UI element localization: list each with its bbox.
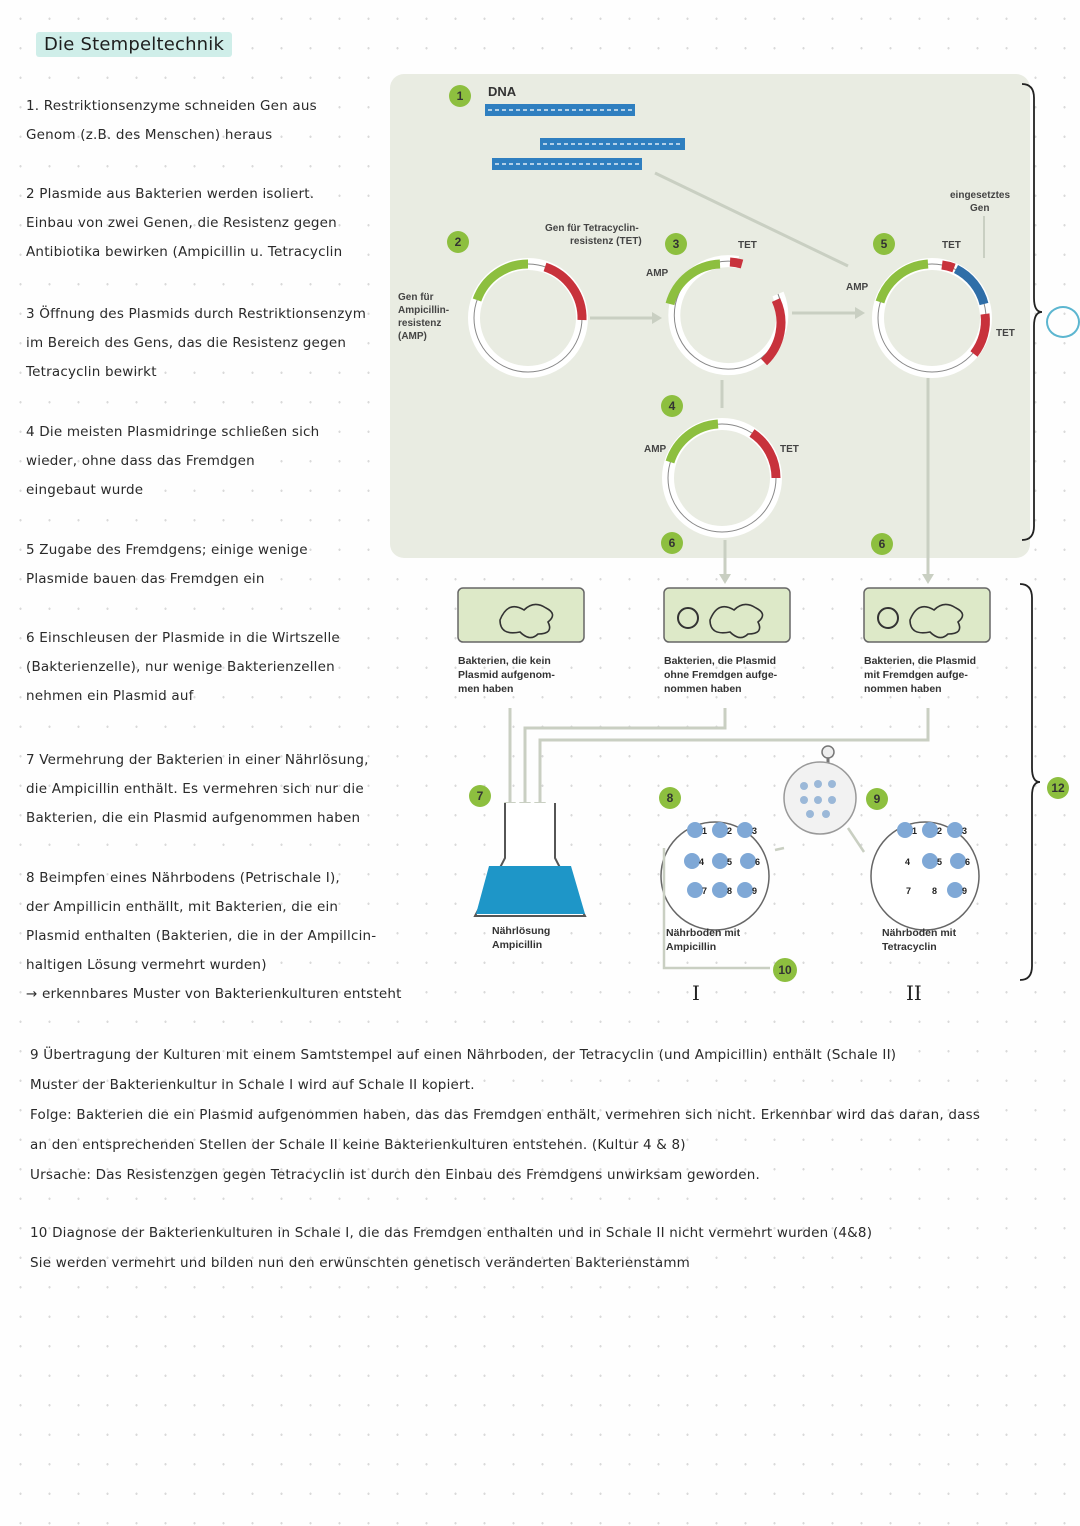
step-2 — [26, 180, 396, 267]
tet-label: TET — [996, 328, 1015, 339]
step-line: Plasmide bauen das Fremdgen ein — [26, 571, 265, 587]
step-5 — [26, 536, 396, 594]
svg-text:5: 5 — [880, 237, 888, 251]
dna-label: DNA — [488, 84, 517, 99]
svg-text:1: 1 — [702, 826, 708, 836]
caption-no-plasmid: Bakterien, die kein — [458, 655, 551, 667]
svg-text:12: 12 — [1051, 781, 1065, 795]
step-line: 8 Beimpfen eines Nährbodens (Petrischale I), — [26, 870, 340, 886]
page-title: Die Stempeltechnik — [36, 32, 232, 57]
svg-text:4: 4 — [668, 399, 676, 413]
svg-text:7: 7 — [476, 789, 484, 803]
step-line: im Bereich des Gens, das die Resistenz gegen — [26, 335, 347, 351]
svg-text:8: 8 — [727, 886, 733, 896]
step-line: Muster der Bakterienkultur in Schale I wird auf Schale II kopiert. — [30, 1077, 475, 1093]
svg-text:6: 6 — [878, 537, 886, 551]
arrow-head — [922, 574, 934, 584]
caption-plasmid-with: mit Fremdgen aufge- — [864, 669, 968, 681]
side-label-12 — [1047, 777, 1069, 799]
svg-text:6: 6 — [965, 857, 971, 867]
svg-text:3: 3 — [962, 826, 968, 836]
step-line: 6 Einschleusen der Plasmide in die Wirtszelle — [26, 630, 340, 646]
step-line: 3 Öffnung des Plasmids durch Restriktionsenzym — [26, 306, 367, 322]
arrow-head — [719, 574, 731, 584]
step-line: die Ampicillin enthält. Es vermehren sich nur die — [26, 781, 364, 797]
tet-label: TET — [738, 240, 757, 251]
bacteria-box-plasmid-with-gene — [864, 588, 990, 642]
step-line: Bakterien, die ein Plasmid aufgenommen haben — [26, 810, 361, 826]
caption-plasmid-without: Bakterien, die Plasmid — [664, 655, 777, 667]
svg-text:4: 4 — [699, 857, 705, 867]
svg-text:8: 8 — [666, 791, 674, 805]
svg-text:1: 1 — [912, 826, 918, 836]
svg-text:2: 2 — [727, 826, 733, 836]
step-line: nehmen ein Plasmid auf — [26, 688, 194, 704]
transfer-lines — [510, 708, 928, 806]
caption-plasmid-with: Bakterien, die Plasmid — [864, 655, 977, 667]
stamp-technique-diagram — [380, 68, 1070, 1018]
bacteria-box-plasmid-without-gene — [664, 588, 790, 642]
gen-tet-label: Gen für Tetracyclin- — [545, 223, 639, 234]
stamp-icon — [784, 746, 856, 834]
gen-amp-label: (AMP) — [398, 331, 427, 342]
step-line: Einbau von zwei Genen, die Resistenz gegen — [26, 215, 337, 231]
svg-text:6: 6 — [755, 857, 761, 867]
svg-text:3: 3 — [672, 237, 680, 251]
bacteria-box-no-plasmid — [458, 588, 584, 642]
svg-text:6: 6 — [668, 536, 676, 550]
step-line: 10 Diagnose der Bakterienkulturen in Schale I, die das Fremdgen enthalten und in Schale II nicht vermehrt wurden (4&8) — [30, 1225, 873, 1241]
caption-flask: Nährlösung — [492, 925, 551, 937]
step-line: 7 Vermehrung der Bakterien in einer Nährlösung, — [26, 752, 369, 768]
step-10 — [30, 1218, 1070, 1278]
svg-text:4: 4 — [905, 857, 911, 867]
step-line: eingebaut wurde — [26, 482, 144, 498]
gen-amp-label: Gen für — [398, 292, 434, 303]
petri-dish-tetracyclin — [871, 822, 979, 930]
inserted-gene-label: Gen — [970, 203, 990, 214]
svg-text:9: 9 — [962, 886, 968, 896]
caption-plate1: Nährboden mit — [666, 927, 741, 939]
step-line: der Ampillicin enthällt, mit Bakterien, die ein — [26, 899, 339, 915]
step-line: Ursache: Das Resistenzgen gegen Tetracyclin ist durch den Einbau des Fremdgens unwirksam geworden. — [30, 1167, 760, 1183]
diagram-panel — [390, 74, 1030, 558]
amp-label: AMP — [846, 282, 869, 293]
step-line: haltigen Lösung vermehrt wurden) — [26, 957, 267, 973]
bracket-bottom — [1020, 584, 1040, 980]
step-line: 4 Die meisten Plasmidringe schließen sich — [26, 424, 320, 440]
arrow — [848, 828, 864, 852]
caption-plate1: Ampicillin — [666, 941, 717, 953]
step-line: Plasmid enthalten (Bakterien, die in der Ampillcin- — [26, 928, 377, 944]
step-1 — [26, 92, 396, 150]
caption-plasmid-without: ohne Fremdgen aufge- — [664, 669, 778, 681]
amp-label: AMP — [644, 444, 667, 455]
caption-no-plasmid: men haben — [458, 683, 514, 695]
step-line: 5 Zugabe des Fremdgens; einige wenige — [26, 542, 308, 558]
svg-text:5: 5 — [727, 857, 733, 867]
petri-dish-ampicillin — [661, 822, 769, 930]
plate-1-roman: I — [692, 981, 700, 1005]
arrow — [775, 848, 784, 850]
caption-plate2: Tetracyclin — [882, 941, 937, 953]
svg-text:9: 9 — [752, 886, 758, 896]
svg-text:5: 5 — [937, 857, 943, 867]
step-line: Sie werden vermehrt und bilden nun den erwünschten genetisch veränderten Bakterienstamm — [30, 1255, 691, 1271]
step-line: → erkennbares Muster von Bakterienkulturen entsteht — [26, 986, 402, 1002]
step-6 — [26, 624, 396, 711]
step-line: wieder, ohne dass das Fremdgen — [26, 453, 255, 469]
step-line: Antibiotika bewirken (Ampicillin u. Tetracyclin — [26, 244, 343, 260]
caption-no-plasmid: Plasmid aufgenom- — [458, 669, 555, 681]
step-line: Tetracyclin bewirkt — [26, 364, 157, 380]
step-9 — [30, 1040, 1070, 1190]
step-line: Folge: Bakterien die ein Plasmid aufgenommen haben, das das Fremdgen enthält, vermehren sich nicht. Erkennbar wird das daran, dass — [30, 1107, 981, 1123]
step-4 — [26, 418, 396, 505]
svg-text:7: 7 — [702, 886, 708, 896]
plate-2-roman: II — [906, 981, 922, 1005]
inserted-gene-label: eingesetztes — [950, 190, 1011, 201]
svg-text:2: 2 — [937, 826, 943, 836]
caption-flask: Ampicillin — [492, 939, 543, 951]
svg-text:2: 2 — [454, 235, 462, 249]
svg-text:1: 1 — [456, 89, 464, 103]
tet-label: TET — [942, 240, 961, 251]
gen-amp-label: resistenz — [398, 318, 442, 329]
step-line: (Bakterienzelle), nur wenige Bakterienzellen — [26, 659, 335, 675]
svg-text:3: 3 — [752, 826, 758, 836]
step-line: an den entsprechenden Stellen der Schale II keine Bakterienkulturen entstehen. (Kultur 4 & 8) — [30, 1137, 686, 1153]
step-line: 2 Plasmide aus Bakterien werden isoliert. — [26, 186, 315, 202]
step-line: 9 Übertragung der Kulturen mit einem Samtstempel auf einen Nährboden, der Tetracyclin (und Ampicillin) enthält (Schale II) — [30, 1047, 897, 1063]
caption-plasmid-with: nommen haben — [864, 683, 942, 695]
plate1-colonies — [684, 822, 756, 898]
step-7 — [26, 746, 396, 833]
gen-tet-label: resistenz (TET) — [570, 236, 642, 247]
step-line: 1. Restriktionsenzyme schneiden Gen aus — [26, 98, 317, 114]
highlighter-mark — [1046, 306, 1080, 338]
gen-amp-label: Ampicillin- — [398, 305, 450, 316]
step-line: Genom (z.B. des Menschen) heraus — [26, 127, 273, 143]
tet-label: TET — [780, 444, 799, 455]
svg-text:9: 9 — [873, 792, 881, 806]
svg-text:10: 10 — [778, 963, 792, 977]
amp-label: AMP — [646, 268, 669, 279]
caption-plasmid-without: nommen haben — [664, 683, 742, 695]
flask-icon — [475, 803, 585, 916]
svg-text:8: 8 — [932, 886, 938, 896]
caption-plate2: Nährboden mit — [882, 927, 957, 939]
step-3 — [26, 300, 396, 387]
svg-text:7: 7 — [906, 886, 912, 896]
